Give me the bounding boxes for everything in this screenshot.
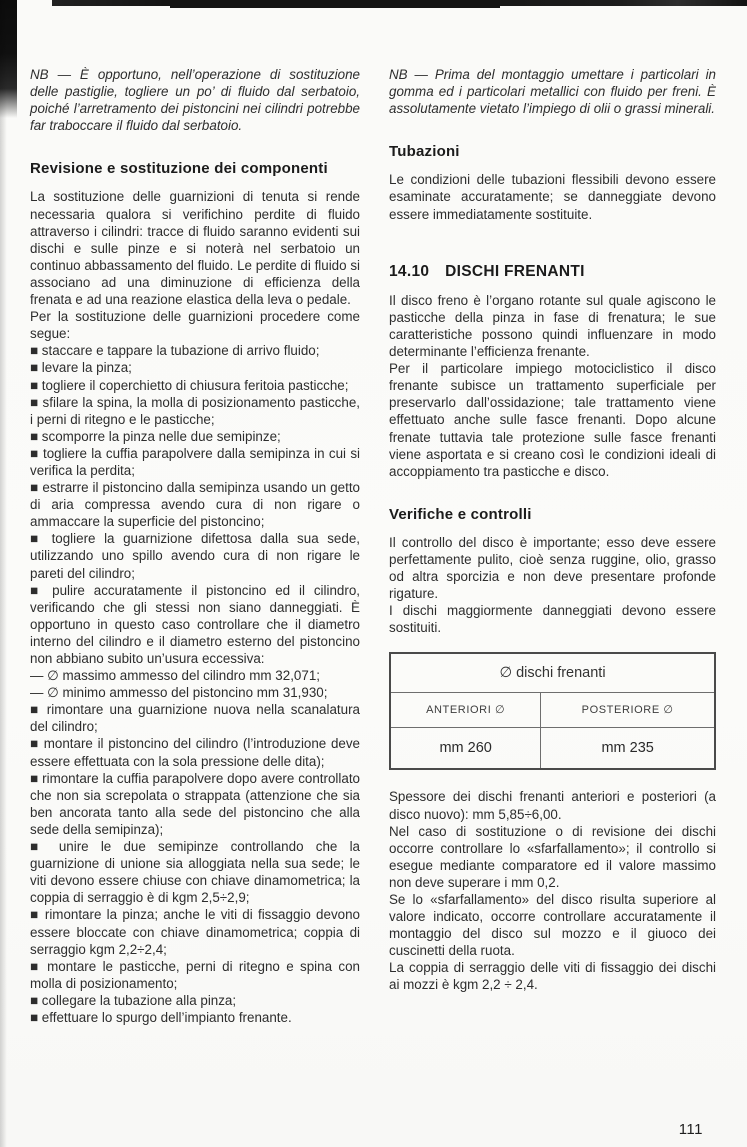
bullet-item: ■ effettuare lo spurgo dell’impianto frenante. [30, 1009, 292, 1025]
bullet-item: ■ pulire accuratamente il pistoncino ed il cilindro, verificando che gli stessi non siano danneggiati. È opportuno in questo caso controllare che il diametro interno del cilindro e il diametro esterno del pistoncino non abbiano subito un’usura eccessiva: [30, 582, 360, 666]
bullet-item: ■ levare la pinza; [30, 360, 132, 376]
section-heading: Tubazioni [389, 143, 460, 161]
section-heading: Revisione e sostituzione dei componenti [30, 160, 328, 178]
section-heading: Verifiche e controlli [389, 505, 532, 523]
bullet-item: ■ collegare la tubazione alla pinza; [30, 992, 237, 1008]
paragraph: Per la sostituzione delle guarnizioni procedere come segue: [30, 309, 360, 342]
bullet-item: ■ sfilare la spina, la molla di posizionamento pasticche, i perni di ritegno e le pasticche; [30, 394, 360, 427]
bullet-item: ■ montare le pasticche, perni di ritegno e spina con molla di posizionamento; [30, 958, 360, 991]
spec-line: — ∅ minimo ammesso del pistoncino mm 31,930; [30, 685, 328, 701]
brake-disc-diameter-table [389, 652, 716, 770]
left-column [30, 66, 360, 1026]
numbered-heading: 14.10 DISCHI FRENANTI [389, 262, 585, 280]
paragraph: Nel caso di sostituzione o di revisione dei dischi occorre controllare lo «sfarfallamento»; il controllo si esegue mediante comparatore ed il valore massimo non deve superare i mm 0,2. [389, 823, 716, 890]
bullet-item: ■ rimontare la cuffia parapolvere dopo avere controllato che non sia screpolata o strappata (attenzione che sia ben ancorata tanto alla sede del pistoncino che alla sede della semipinza); [30, 770, 360, 837]
nb-note: NB — Prima del montaggio umettare i particolari in gomma ed i particolari metallici con fluido per freni. È assolutamente vietato l’impiego di olii o grassi minerali. [389, 67, 716, 117]
bullet-item: ■ togliere la cuffia parapolvere dalla semipinza in cui si verifica la perdita; [30, 445, 360, 478]
scan-artifact-left-shade [0, 0, 7, 1147]
bullet-item: ■ rimontare una guarnizione nuova nella scanalatura del cilindro; [30, 702, 360, 735]
paragraph: Per il particolare impiego motociclistico il disco frenante subisce un trattamento superficiale per preservarlo dall’ossidazione; tale trattamento viene effettuato anche sulle fasce frenanti. Dopo alcune frenate tuttavia tale protezione sulle fasce frenanti viene asportata e si creano così le condizioni ideali di accoppiamento tra pasticche e disco. [389, 361, 716, 479]
bullet-item: ■ montare il pistoncino del cilindro (l’introduzione deve essere effettuata con la sola pressione delle dita); [30, 736, 360, 769]
table-value-rear: mm 235 [541, 728, 715, 770]
bullet-item: ■ togliere la guarnizione difettosa dalla sua sede, utilizzando uno spillo avendo cura di non rigare le pareti del cilindro; [30, 531, 360, 581]
spec-line: — ∅ massimo ammesso del cilindro mm 32,071; [30, 668, 320, 684]
right-column-upper [389, 66, 716, 636]
table-col-header-front: ANTERIORI ∅ [390, 693, 541, 728]
nb-note: NB — È opportuno, nell’operazione di sostituzione delle pastiglie, togliere un po’ di fluido dal serbatoio, poiché l’arretramento dei pistoncini nei cilindri potrebbe far traboccare il fluido dal serbatoio. [30, 67, 360, 134]
table-col-header-rear: POSTERIORE ∅ [541, 693, 715, 728]
paragraph: Le condizioni delle tubazioni flessibili devono essere esaminate accuratamente; se danneggiate devono essere immediatamente sostituite. [389, 172, 716, 222]
paragraph: La coppia di serraggio delle viti di fissaggio dei dischi ai mozzi è kgm 2,2 ÷ 2,4. [389, 960, 716, 993]
right-column [389, 66, 716, 994]
bullet-item: ■ unire le due semipinze controllando che la guarnizione di unione sia alloggiata nella sua sede; le viti devono essere chiuse con chiave dinamometrica; la coppia di serraggio è di kgm 2,5÷2,9; [30, 839, 360, 906]
paragraph: Il controllo del disco è importante; esso deve essere perfettamente pulito, cioè senza ruggine, olio, grasso od altra sporcizia e non deve presentare profonde rigature. [389, 534, 716, 602]
scan-artifact-top-band-thick [170, 0, 500, 8]
table-value-front: mm 260 [390, 728, 541, 770]
table-title: ∅ dischi frenanti [390, 653, 715, 693]
bullet-item: ■ estrarre il pistoncino dalla semipinza usando un getto di aria compressa avendo cura di non rigare o ammaccare la superficie del pistoncino; [30, 480, 360, 530]
bullet-item: ■ rimontare la pinza; anche le viti di fissaggio devono essere bloccate con chiave dinamometrica; coppia di serraggio kgm 2,2÷2,4; [30, 907, 360, 957]
page-number: 111 [678, 1121, 703, 1138]
paragraph: Spessore dei dischi frenanti anteriori e posteriori (a disco nuovo): mm 5,85÷6,00. [389, 789, 716, 822]
right-column-lower [389, 788, 716, 993]
paragraph: Se lo «sfarfallamento» del disco risulta superiore al valore indicato, occorre controllare accuratamente il montaggio del disco sul mozzo e il giuoco dei cuscinetti della ruota. [389, 892, 716, 959]
paragraph: Il disco freno è l’organo rotante sul quale agiscono le pasticche della pinza in fase di frenatura; le sue caratteristiche possono quindi influenzare in modo determinante l’efficienza frenante. [389, 292, 716, 360]
bullet-item: ■ scomporre la pinza nelle due semipinze; [30, 428, 281, 444]
bullet-item: ■ togliere il coperchietto di chiusura feritoia pasticche; [30, 377, 349, 393]
paragraph: I dischi maggiormente danneggiati devono essere sostituiti. [389, 603, 716, 636]
paragraph: La sostituzione delle guarnizioni di tenuta si rende necessaria qualora si verifichino perdite di fluido attraverso i cilindri: tracce di fluido saranno evidenti sui dischi e sulle pinze e si noterà nel serbatoio un continuo abbassamento del fluido. Le perdite di fluido si associano ad una diminuzione di efficienza della frenata e ad una reazione elastica della leva o pedale. [30, 189, 360, 308]
bullet-item: ■ staccare e tappare la tubazione di arrivo fluido; [30, 343, 320, 359]
